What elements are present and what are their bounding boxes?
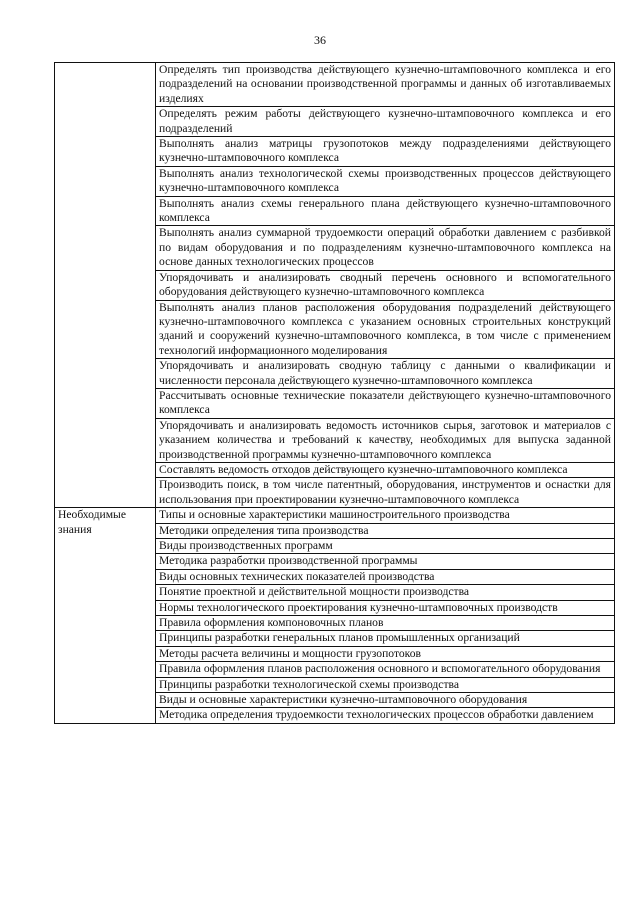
group-label-skills [55,63,156,508]
table-row [55,63,615,107]
table-row [55,508,615,523]
table-cell: Понятие проектной и действительной мощности производства [156,585,615,600]
skills-group [55,63,615,508]
table-cell: Методика определения трудоемкости технологических процессов обработки давлением [156,708,615,723]
table-cell: Составлять ведомость отходов действующего кузнечно-штамповочного комплекса [156,462,615,477]
table-cell: Нормы технологического проектирования кузнечно-штамповочных производств [156,600,615,615]
table-cell: Виды и основные характеристики кузнечно-штамповочного оборудования [156,693,615,708]
table-cell: Определять режим работы действующего кузнечно-штамповочного комплекса и его подразделений [156,107,615,137]
table-cell: Производить поиск, в том числе патентный, оборудования, инструментов и оснастки для использования при проектировании кузнечно-штамповочного комплекса [156,478,615,508]
table-cell: Принципы разработки генеральных планов промышленных организаций [156,631,615,646]
table-cell: Виды основных технических показателей производства [156,569,615,584]
table-cell: Методики определения типа производства [156,523,615,538]
table-cell: Выполнять анализ схемы генерального плана действующего кузнечно-штамповочного комплекса [156,196,615,226]
table-cell: Выполнять анализ планов расположения оборудования подразделений действующего кузнечно-штамповочного комплекса с указанием основных строительных конструкций зданий и сооружений кузнечно-штамповочного комплекса, в том числе с применением технологий информационного моделирования [156,300,615,359]
table-cell: Методика разработки производственной программы [156,554,615,569]
table-cell: Упорядочивать и анализировать сводный перечень основного и вспомогательного оборудования действующего кузнечно-штамповочного комплекса [156,270,615,300]
table-cell: Виды производственных программ [156,539,615,554]
knowledge-group [55,508,615,724]
table-cell: Правила оформления компоновочных планов [156,616,615,631]
table-cell: Выполнять анализ технологической схемы производственных процессов действующего кузнечно-штамповочного комплекса [156,166,615,196]
table-cell: Методы расчета величины и мощности грузопотоков [156,646,615,661]
table-cell: Определять тип производства действующего кузнечно-штамповочного комплекса и его подразделений на основании производственной программы и данных об изготавливаемых изделиях [156,63,615,107]
table-cell: Типы и основные характеристики машиностроительного производства [156,508,615,523]
table-cell: Упорядочивать и анализировать сводную таблицу с данными о квалификации и численности персонала действующего кузнечно-штамповочного комплекса [156,359,615,389]
table-cell: Рассчитывать основные технические показатели действующего кузнечно-штамповочного комплекса [156,388,615,418]
page-number: 36 [314,33,326,47]
group-label-knowledge: Необходимые знания [55,508,156,724]
table-cell: Выполнять анализ суммарной трудоемкости операций обработки давлением с разбивкой по видам оборудования и по подразделениям кузнечно-штамповочного комплекса на основе данных технологических процессов [156,226,615,270]
requirements-table [54,62,615,724]
table-cell: Принципы разработки технологической схемы производства [156,677,615,692]
table-cell: Правила оформления планов расположения основного и вспомогательного оборудования [156,662,615,677]
table-cell: Упорядочивать и анализировать ведомость источников сырья, заготовок и материалов с указанием количества и требований к качеству, необходимых для выпуска заданной производственной программы кузнечно-штамповочного комплекса [156,418,615,462]
table-cell: Выполнять анализ матрицы грузопотоков между подразделениями действующего кузнечно-штамповочного комплекса [156,137,615,167]
